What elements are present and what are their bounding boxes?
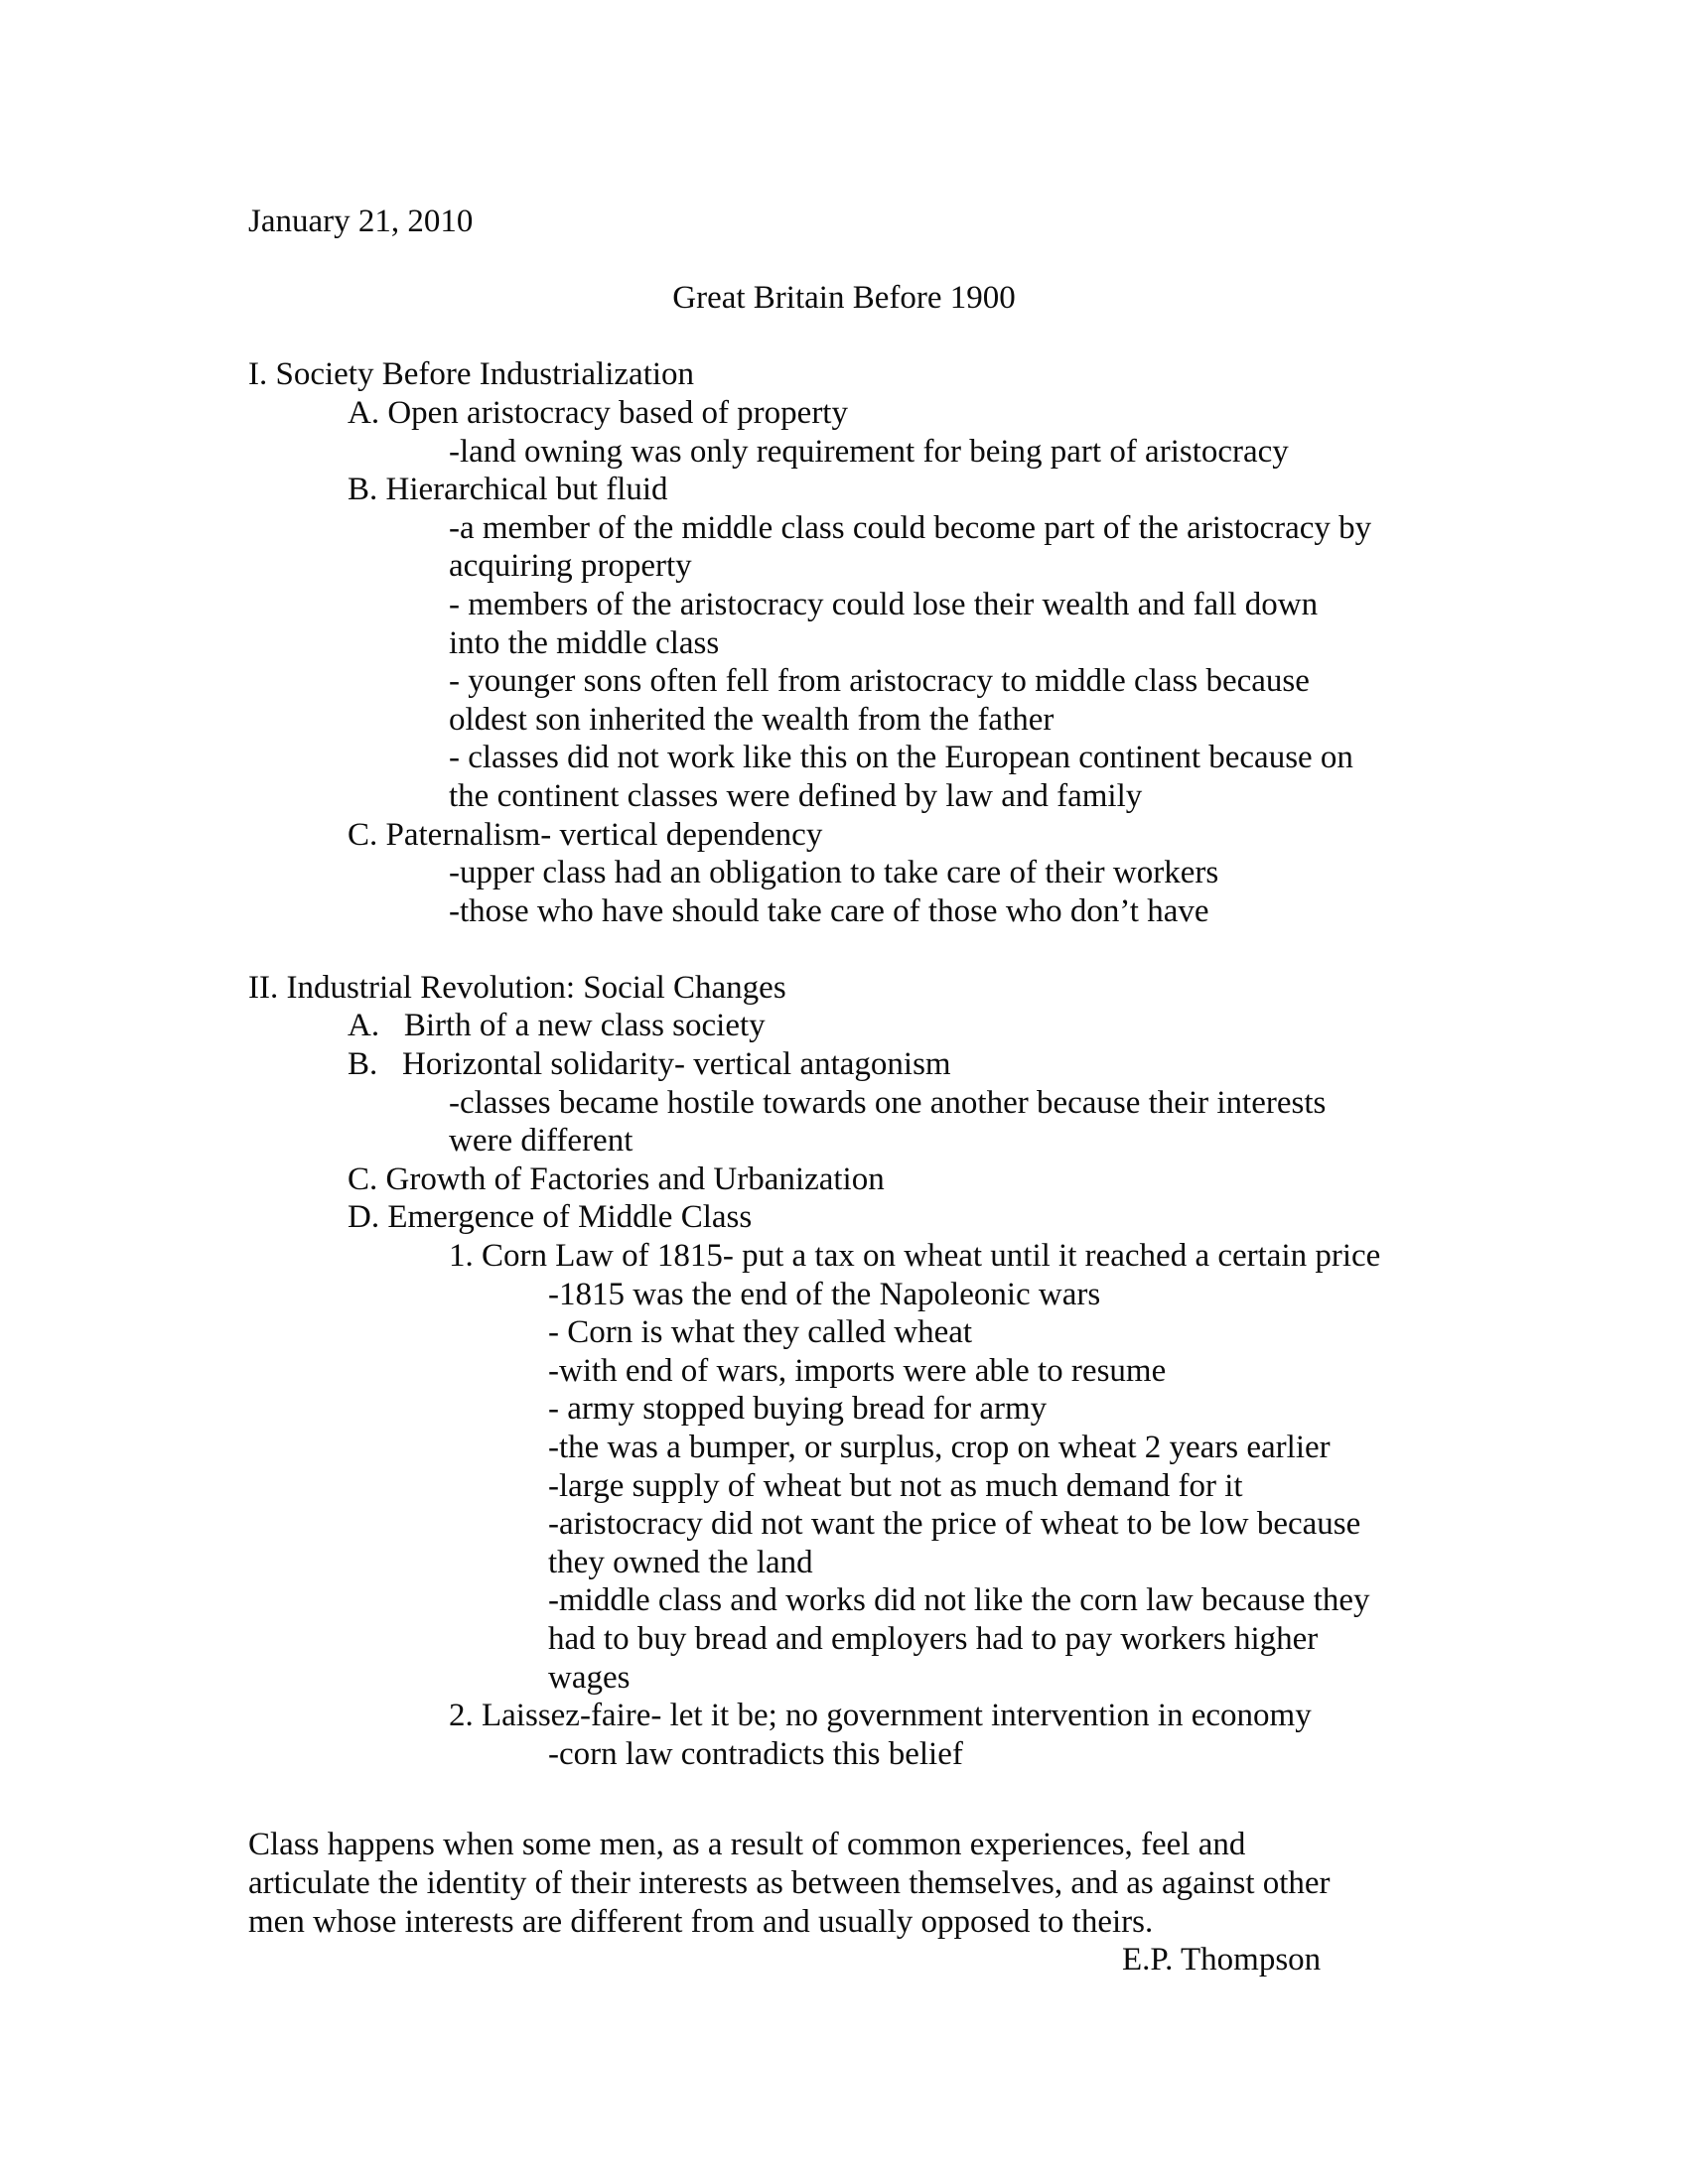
- outline-line: -a member of the middle class could become part of the aristocracy by: [449, 509, 1372, 546]
- blank-line: [248, 930, 1440, 969]
- document-date: January 21, 2010: [248, 204, 474, 239]
- outline-line: II. Industrial Revolution: Social Changes: [248, 969, 786, 1006]
- outline-line: -corn law contradicts this belief: [548, 1735, 963, 1772]
- outline-line: -large supply of wheat but not as much demand for it: [548, 1467, 1243, 1504]
- outline-line: C. Growth of Factories and Urbanization: [348, 1160, 885, 1197]
- blank-line: [248, 318, 1440, 356]
- outline-line: -the was a bumper, or surplus, crop on wheat 2 years earlier: [548, 1430, 1331, 1465]
- outline-line: -those who have should take care of those who don’t have: [449, 892, 1209, 929]
- outline-line: - younger sons often fell from aristocracy to middle class because: [449, 663, 1310, 700]
- outline-line: - classes did not work like this on the European continent because on: [449, 740, 1353, 776]
- outline-line: 2. Laissez-faire- let it be; no government intervention in economy: [449, 1698, 1312, 1734]
- document-content: [248, 203, 1440, 1979]
- outline-line: I. Society Before Industrialization: [248, 356, 695, 393]
- outline-line: B. Horizontal solidarity- vertical antagonism: [348, 1046, 951, 1083]
- outline-line: C. Paternalism- vertical dependency: [348, 816, 823, 853]
- outline-line: -upper class had an obligation to take care of their workers: [449, 855, 1219, 891]
- outline-line: wages: [548, 1659, 631, 1696]
- outline-line: - army stopped buying bread for army: [548, 1391, 1048, 1428]
- outline-line: -with end of wars, imports were able to resume: [548, 1352, 1167, 1389]
- outline-line: -classes became hostile towards one another because their interests: [449, 1084, 1327, 1121]
- outline-line: B. Hierarchical but fluid: [348, 472, 668, 508]
- outline-line: A. Open aristocracy based of property: [348, 394, 848, 431]
- outline-line: - members of the aristocracy could lose their wealth and fall down: [449, 586, 1319, 622]
- outline-line: into the middle class: [449, 624, 720, 661]
- quote-line: articulate the identity of their interests as between themselves, and as against other: [248, 1864, 1331, 1901]
- outline-line: 1. Corn Law of 1815- put a tax on wheat until it reached a certain price: [449, 1238, 1381, 1275]
- outline-line: they owned the land: [548, 1544, 813, 1580]
- outline-line: D. Emergence of Middle Class: [348, 1199, 753, 1236]
- outline-line: -land owning was only requirement for being part of aristocracy: [449, 433, 1289, 470]
- quote-line: men whose interests are different from and usually opposed to theirs.: [248, 1903, 1154, 1940]
- outline-line: oldest son inherited the wealth from the father: [449, 701, 1055, 738]
- quote-attribution: E.P. Thompson: [1122, 1942, 1322, 1979]
- document-title: Great Britain Before 1900: [672, 280, 1016, 317]
- outline-line: the continent classes were defined by law and family: [449, 777, 1143, 814]
- outline-line: A. Birth of a new class society: [348, 1008, 766, 1044]
- outline-body: [248, 355, 1440, 1773]
- outline-line: -aristocracy did not want the price of wheat to be low because: [548, 1506, 1361, 1543]
- blank-line: [248, 241, 1440, 280]
- quote-line: Class happens when some men, as a result of common experiences, feel and: [248, 1827, 1246, 1863]
- outline-line: -middle class and works did not like the corn law because they: [548, 1582, 1370, 1619]
- outline-line: were different: [449, 1123, 633, 1160]
- outline-line: had to buy bread and employers had to pay workers higher: [548, 1620, 1319, 1657]
- outline-line: acquiring property: [449, 548, 692, 585]
- quote-block: [248, 1826, 1440, 1941]
- outline-line: - Corn is what they called wheat: [548, 1314, 973, 1351]
- outline-line: -1815 was the end of the Napoleonic wars: [548, 1276, 1101, 1312]
